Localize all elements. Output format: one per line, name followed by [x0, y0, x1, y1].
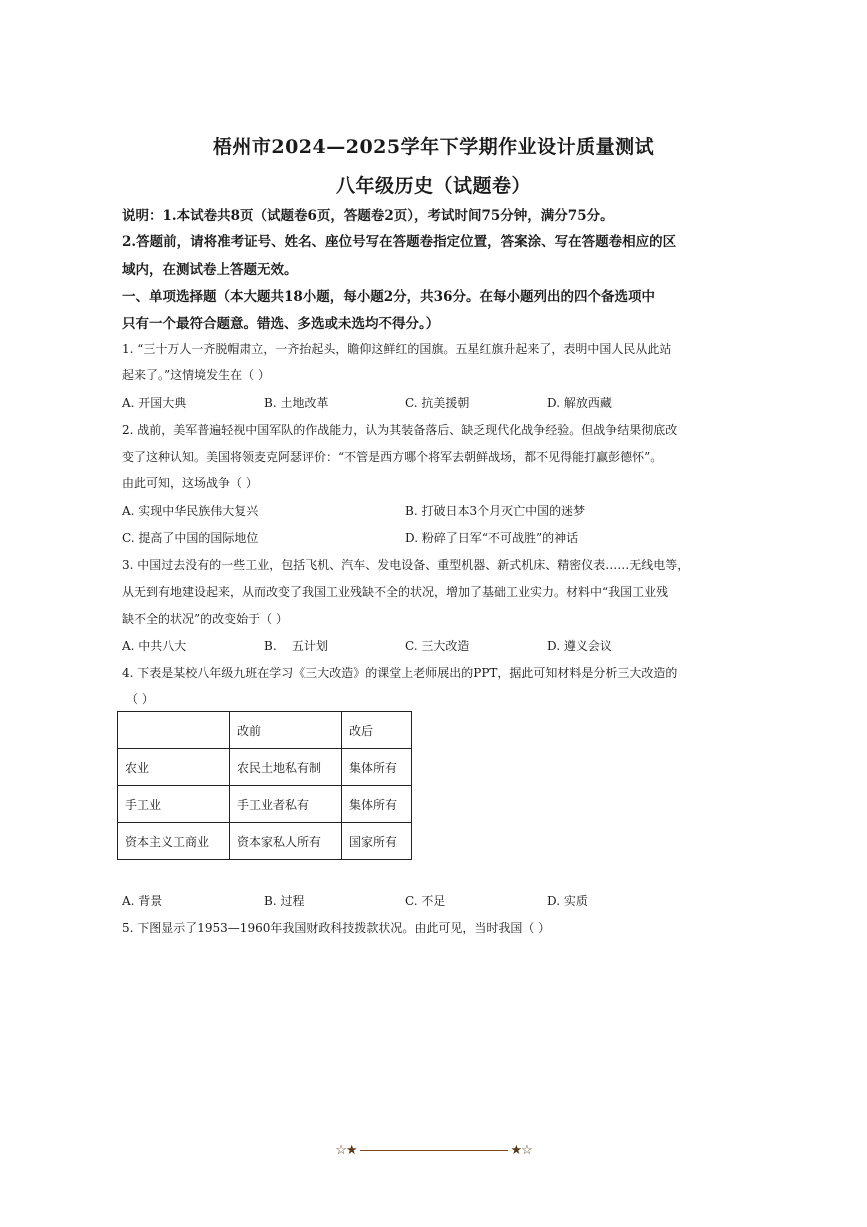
- table-cell: 资本家私人所有: [230, 823, 342, 860]
- question-2-option-a: A. 实现中华民族伟大复兴: [122, 504, 259, 518]
- table-cell: 集体所有: [342, 786, 412, 823]
- table-header-cell: 改后: [342, 712, 412, 749]
- question-3-text-2: 从无到有地建设起来，从而改变了我国工业残缺不全的状况，增加了基础工业实力。材料中“我国工业残: [122, 585, 669, 599]
- divider: [360, 1150, 508, 1152]
- table-cell: 农民土地私有制: [230, 749, 342, 786]
- star-icon: ★☆: [510, 1143, 532, 1158]
- question-4-option-c: C. 不足: [405, 894, 446, 908]
- table-row: [118, 786, 412, 823]
- question-1-option-d: D. 解放西藏: [547, 396, 612, 410]
- question-4-option-b: B. 过程: [264, 894, 305, 908]
- table-row: [118, 749, 412, 786]
- question-1-text-1: 1. “三十万人一齐脱帽肃立，一齐抬起头，瞻仰这鲜红的国旗。五星红旗升起来了，表明中国人民从此站: [122, 342, 672, 356]
- question-2-text-3: 由此可知，这场战争（ ）: [122, 476, 258, 490]
- table-cell: 资本主义工商业: [118, 823, 230, 860]
- question-2-option-d: D. 粉碎了日军“不可战胜”的神话: [405, 531, 579, 545]
- question-1-option-a: A. 开国大典: [122, 396, 187, 410]
- section-heading-line-1: 一、单项选择题（本大题共18小题，每小题2分，共36分。在每小题列出的四个备选项中: [122, 289, 655, 305]
- question-3-text-3: 缺不全的状况”的改变始于（ ）: [122, 612, 288, 626]
- table-row: [118, 823, 412, 860]
- table-cell: 农业: [118, 749, 230, 786]
- table-header-row: [118, 712, 412, 749]
- section-heading-line-2: 只有一个最符合题意。错选、多选或未选均不得分。）: [122, 316, 440, 332]
- table-cell: 手工业者私有: [230, 786, 342, 823]
- instructions-line-1: 说明：1.本试卷共8页（试题卷6页，答题卷2页），考试时间75分钟，满分75分。: [122, 208, 614, 224]
- table-cell: 集体所有: [342, 749, 412, 786]
- question-3-option-d: D. 遵义会议: [547, 639, 612, 653]
- question-2-option-b: B. 打破日本3个月灭亡中国的迷梦: [405, 504, 586, 518]
- page-footer-ornament: [0, 1143, 867, 1158]
- question-3-option-c: C. 三大改造: [405, 639, 470, 653]
- table-cell: 国家所有: [342, 823, 412, 860]
- question-2-option-c: C. 提高了中国的国际地位: [122, 531, 259, 545]
- question-4-option-a: A. 背景: [122, 894, 163, 908]
- star-icon: ☆★: [335, 1143, 357, 1158]
- question-4-text-2: （ ）: [126, 692, 154, 706]
- question-2-text-2: 变了这种认知。美国将领麦克阿瑟评价：“不管是西方哪个将军去朝鲜战场，都不见得能打赢彭德怀”。: [122, 450, 663, 464]
- question-1-option-b: B. 土地改革: [264, 396, 329, 410]
- question-4-text-1: 4. 下表是某校八年级九班在学习《三大改造》的课堂上老师展出的PPT，据此可知材料是分析三大改造的: [122, 666, 678, 680]
- question-3-text-1: 3. 中国过去没有的一些工业，包括飞机、汽车、发电设备、重型机器、新式机床、精密仪表……无线电等，: [122, 558, 690, 572]
- question-2-text-1: 2. 战前，美军普遍轻视中国军队的作战能力，认为其装备落后、缺乏现代化战争经验。但战争结果彻底改: [122, 423, 678, 437]
- question-5-text-1: 5. 下图显示了1953—1960年我国财政科技拨款状况。由此可见，当时我国（ ）: [122, 921, 551, 935]
- table-cell: 手工业: [118, 786, 230, 823]
- table-header-cell: [118, 712, 230, 749]
- question-1-option-c: C. 抗美援朝: [405, 396, 470, 410]
- reform-comparison-table: [117, 711, 412, 860]
- question-1-text-2: 起来了。”这情境发生在（ ）: [122, 368, 270, 382]
- page-subtitle: 八年级历史（试题卷）: [335, 175, 531, 197]
- question-3-option-a: A. 中共八大: [122, 639, 187, 653]
- table-header-cell: 改前: [230, 712, 342, 749]
- instructions-line-3: 域内，在测试卷上答题无效。: [122, 262, 298, 278]
- page-title: 梧州市2024—2025学年下学期作业设计质量测试: [212, 136, 655, 158]
- instructions-line-2: 2.答题前，请将准考证号、姓名、座位号写在答题卷指定位置，答案涂、写在答题卷相应的区: [122, 234, 677, 250]
- question-4-option-d: D. 实质: [547, 894, 588, 908]
- question-3-option-b: B. 五计划: [264, 639, 328, 653]
